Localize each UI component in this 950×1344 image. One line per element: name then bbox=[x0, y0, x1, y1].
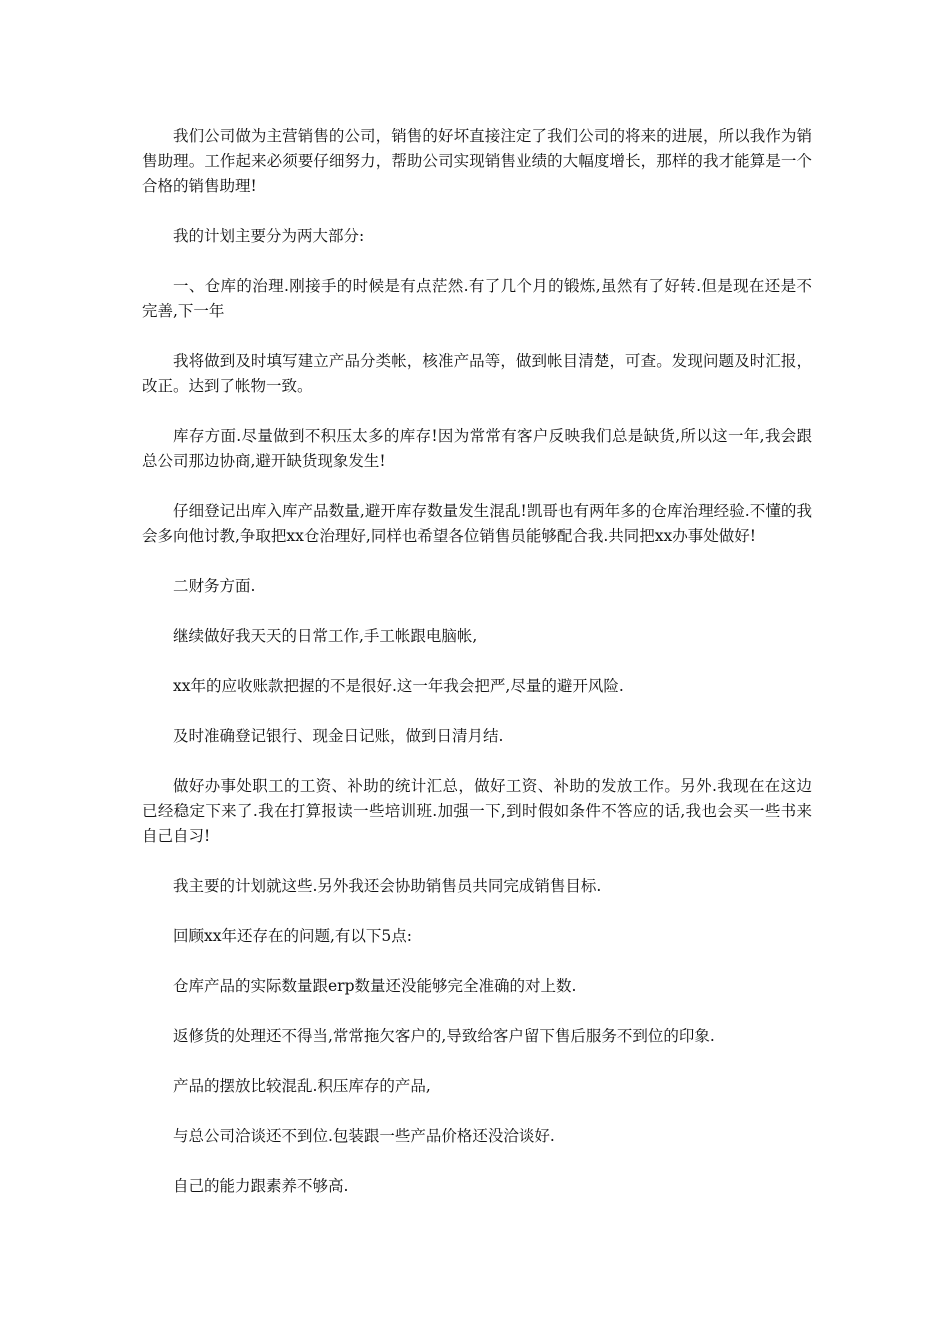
paragraph-issue-4: 与总公司洽谈还不到位.包装跟一些产品价格还没洽谈好. bbox=[173, 1127, 555, 1145]
paragraph-summary: 我主要的计划就这些.另外我还会协助销售员共同完成销售目标. bbox=[173, 877, 602, 895]
paragraph-plan-outline: 我的计划主要分为两大部分: bbox=[173, 227, 365, 245]
paragraph-issue-5: 自己的能力跟素养不够高. bbox=[173, 1177, 349, 1195]
paragraph-issue-1: 仓库产品的实际数量跟erp数量还没能够完全准确的对上数. bbox=[173, 977, 577, 995]
paragraph-intro: 我们公司做为主营销售的公司，销售的好坏直接注定了我们公司的将来的进展，所以我作为销售助理。工作起来必须要仔细努力，帮助公司实现销售业绩的大幅度增长，那样的我才能算是一个合格的销售助理! bbox=[142, 127, 812, 195]
paragraph-receivables: xx年的应收账款把握的不是很好.这一年我会把严,尽量的避开风险. bbox=[173, 677, 624, 695]
paragraph-stock-records: 仔细登记出库入库产品数量,避开库存数量发生混乱!凯哥也有两年多的仓库治理经验.不懂的我会多向他讨教,争取把xx仓治理好,同样也希望各位销售员能够配合我.共同把xx办事处做好! bbox=[142, 502, 812, 545]
paragraph-payroll: 做好办事处职工的工资、补助的统计汇总，做好工资、补助的发放工作。另外.我现在在这边已经稳定下来了.我在打算报读一些培训班.加强一下,到时假如条件不答应的话,我也会买一些书来自己自习! bbox=[142, 777, 812, 845]
paragraph-accounts: 我将做到及时填写建立产品分类帐，核准产品等，做到帐目清楚，可查。发现问题及时汇报，改正。达到了帐物一致。 bbox=[142, 352, 812, 395]
paragraph-warehouse-heading: 一、仓库的治理.刚接手的时候是有点茫然.有了几个月的锻炼,虽然有了好转.但是现在还是不完善,下一年 bbox=[142, 277, 812, 320]
document-body bbox=[142, 124, 812, 1199]
paragraph-review-heading: 回顾xx年还存在的问题,有以下5点: bbox=[173, 927, 412, 945]
paragraph-issue-2: 返修货的处理还不得当,常常拖欠客户的,导致给客户留下售后服务不到位的印象. bbox=[173, 1027, 715, 1045]
paragraph-inventory: 库存方面.尽量做到不积压太多的库存!因为常常有客户反映我们总是缺货,所以这一年,我会跟总公司那边协商,避开缺货现象发生! bbox=[142, 427, 812, 470]
paragraph-bookkeeping: 及时准确登记银行、现金日记账，做到日清月结. bbox=[173, 727, 504, 745]
paragraph-daily-work: 继续做好我天天的日常工作,手工帐跟电脑帐, bbox=[173, 627, 478, 645]
paragraph-finance-heading: 二财务方面. bbox=[173, 577, 256, 595]
paragraph-issue-3: 产品的摆放比较混乱.积压库存的产品, bbox=[173, 1077, 431, 1095]
